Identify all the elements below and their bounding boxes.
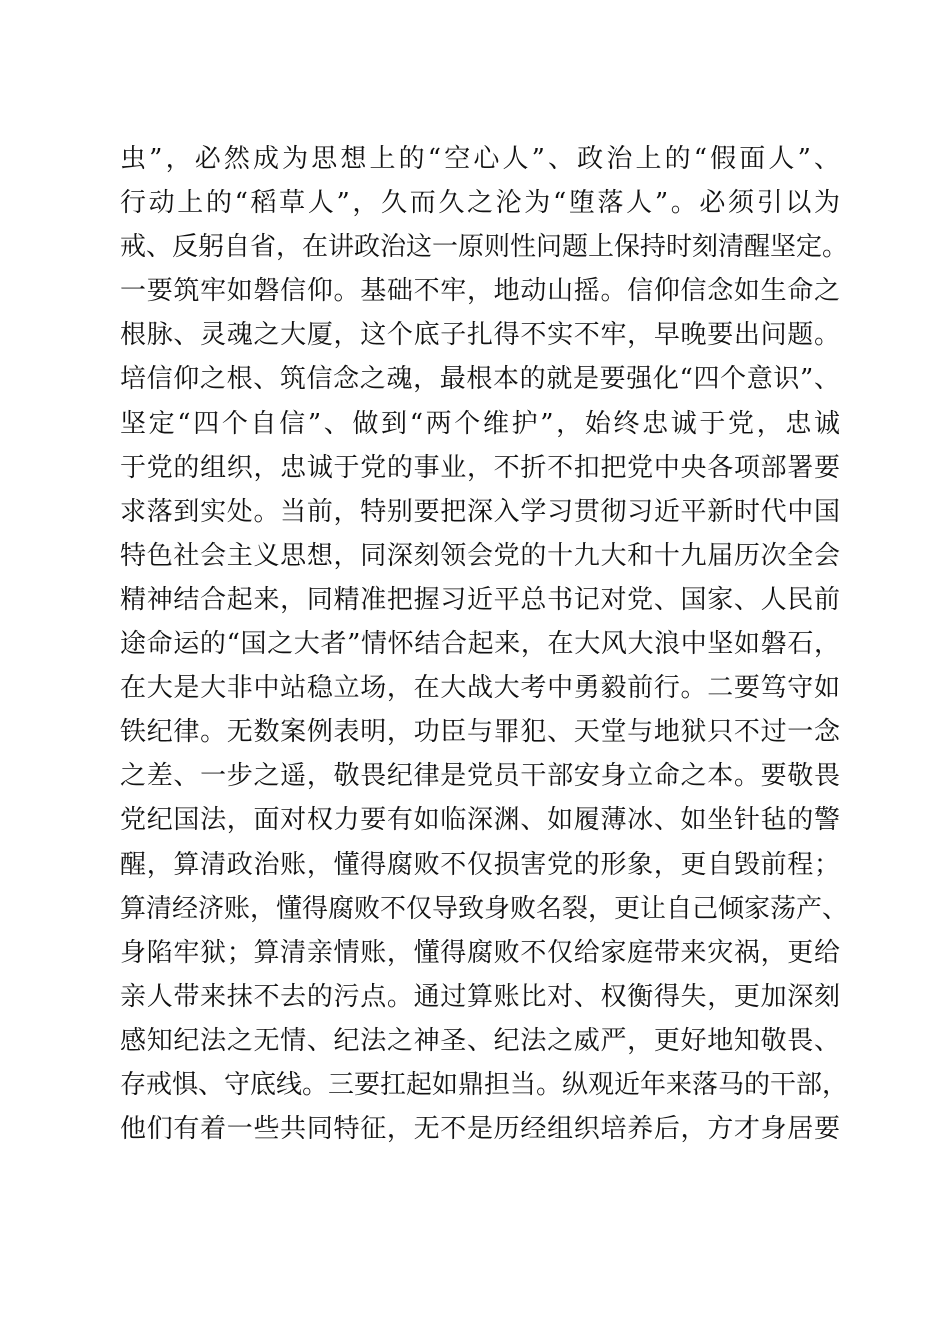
- text-line-15: 之差、一步之遥，敬畏纪律是党员干部安身立命之本。要敬畏: [120, 761, 840, 792]
- text-line-16: 党纪国法，面对权力要有如临深渊、如履薄冰、如坐针毡的警: [120, 805, 840, 836]
- text-line-23: 他们有着一些共同特征，无不是历经组织培养后，方才身居要: [120, 1114, 840, 1145]
- text-line-6: 培信仰之根、筑信念之魂，最根本的就是要强化“四个意识”、: [120, 364, 840, 395]
- text-line-21: 感知纪法之无情、纪法之神圣、纪法之威严，更好地知敬畏、: [120, 1025, 840, 1056]
- text-line-9: 求落到实处。当前，特别要把深入学习贯彻习近平新时代中国: [120, 496, 840, 527]
- text-line-18: 算清经济账，懂得腐败不仅导致身败名裂，更让自己倾家荡产、: [120, 893, 849, 924]
- text-line-1: 虫”，必然成为思想上的“空心人”、政治上的“假面人”、: [120, 144, 840, 174]
- text-line-8: 于党的组织，忠诚于党的事业，不折不扣把党中央各项部署要: [120, 452, 840, 483]
- text-line-5: 根脉、灵魂之大厦，这个底子扎得不实不牢，早晚要出问题。: [120, 320, 840, 351]
- text-line-13: 在大是大非中站稳立场，在大战大考中勇毅前行。二要笃守如: [120, 673, 840, 704]
- text-line-2: 行动上的“稻草人”，久而久之沦为“堕落人”。必须引以为: [120, 188, 840, 219]
- text-line-19: 身陷牢狱；算清亲情账，懂得腐败不仅给家庭带来灾祸，更给: [120, 937, 840, 968]
- text-line-22: 存戒惧、守底线。三要扛起如鼎担当。纵观近年来落马的干部，: [120, 1069, 849, 1100]
- text-line-11: 精神结合起来，同精准把握习近平总书记对党、国家、人民前: [120, 584, 840, 615]
- text-line-10: 特色社会主义思想，同深刻领会党的十九大和十九届历次全会: [120, 540, 840, 571]
- text-line-3: 戒、反躬自省，在讲政治这一原则性问题上保持时刻清醒坚定。: [120, 232, 849, 263]
- text-line-14: 铁纪律。无数案例表明，功臣与罪犯、天堂与地狱只不过一念: [120, 717, 840, 748]
- text-line-17: 醒，算清政治账，懂得腐败不仅损害党的形象，更自毁前程；: [120, 849, 840, 880]
- body-text: [120, 137, 849, 1151]
- text-line-4: 一要筑牢如磐信仰。基础不牢，地动山摇。信仰信念如生命之: [120, 276, 840, 307]
- text-line-12: 途命运的“国之大者”情怀结合起来，在大风大浪中坚如磐石，: [120, 629, 840, 660]
- text-line-7: 坚定“四个自信”、做到“两个维护”，始终忠诚于党，忠诚: [120, 408, 840, 439]
- text-line-20: 亲人带来抹不去的污点。通过算账比对、权衡得失，更加深刻: [120, 981, 840, 1012]
